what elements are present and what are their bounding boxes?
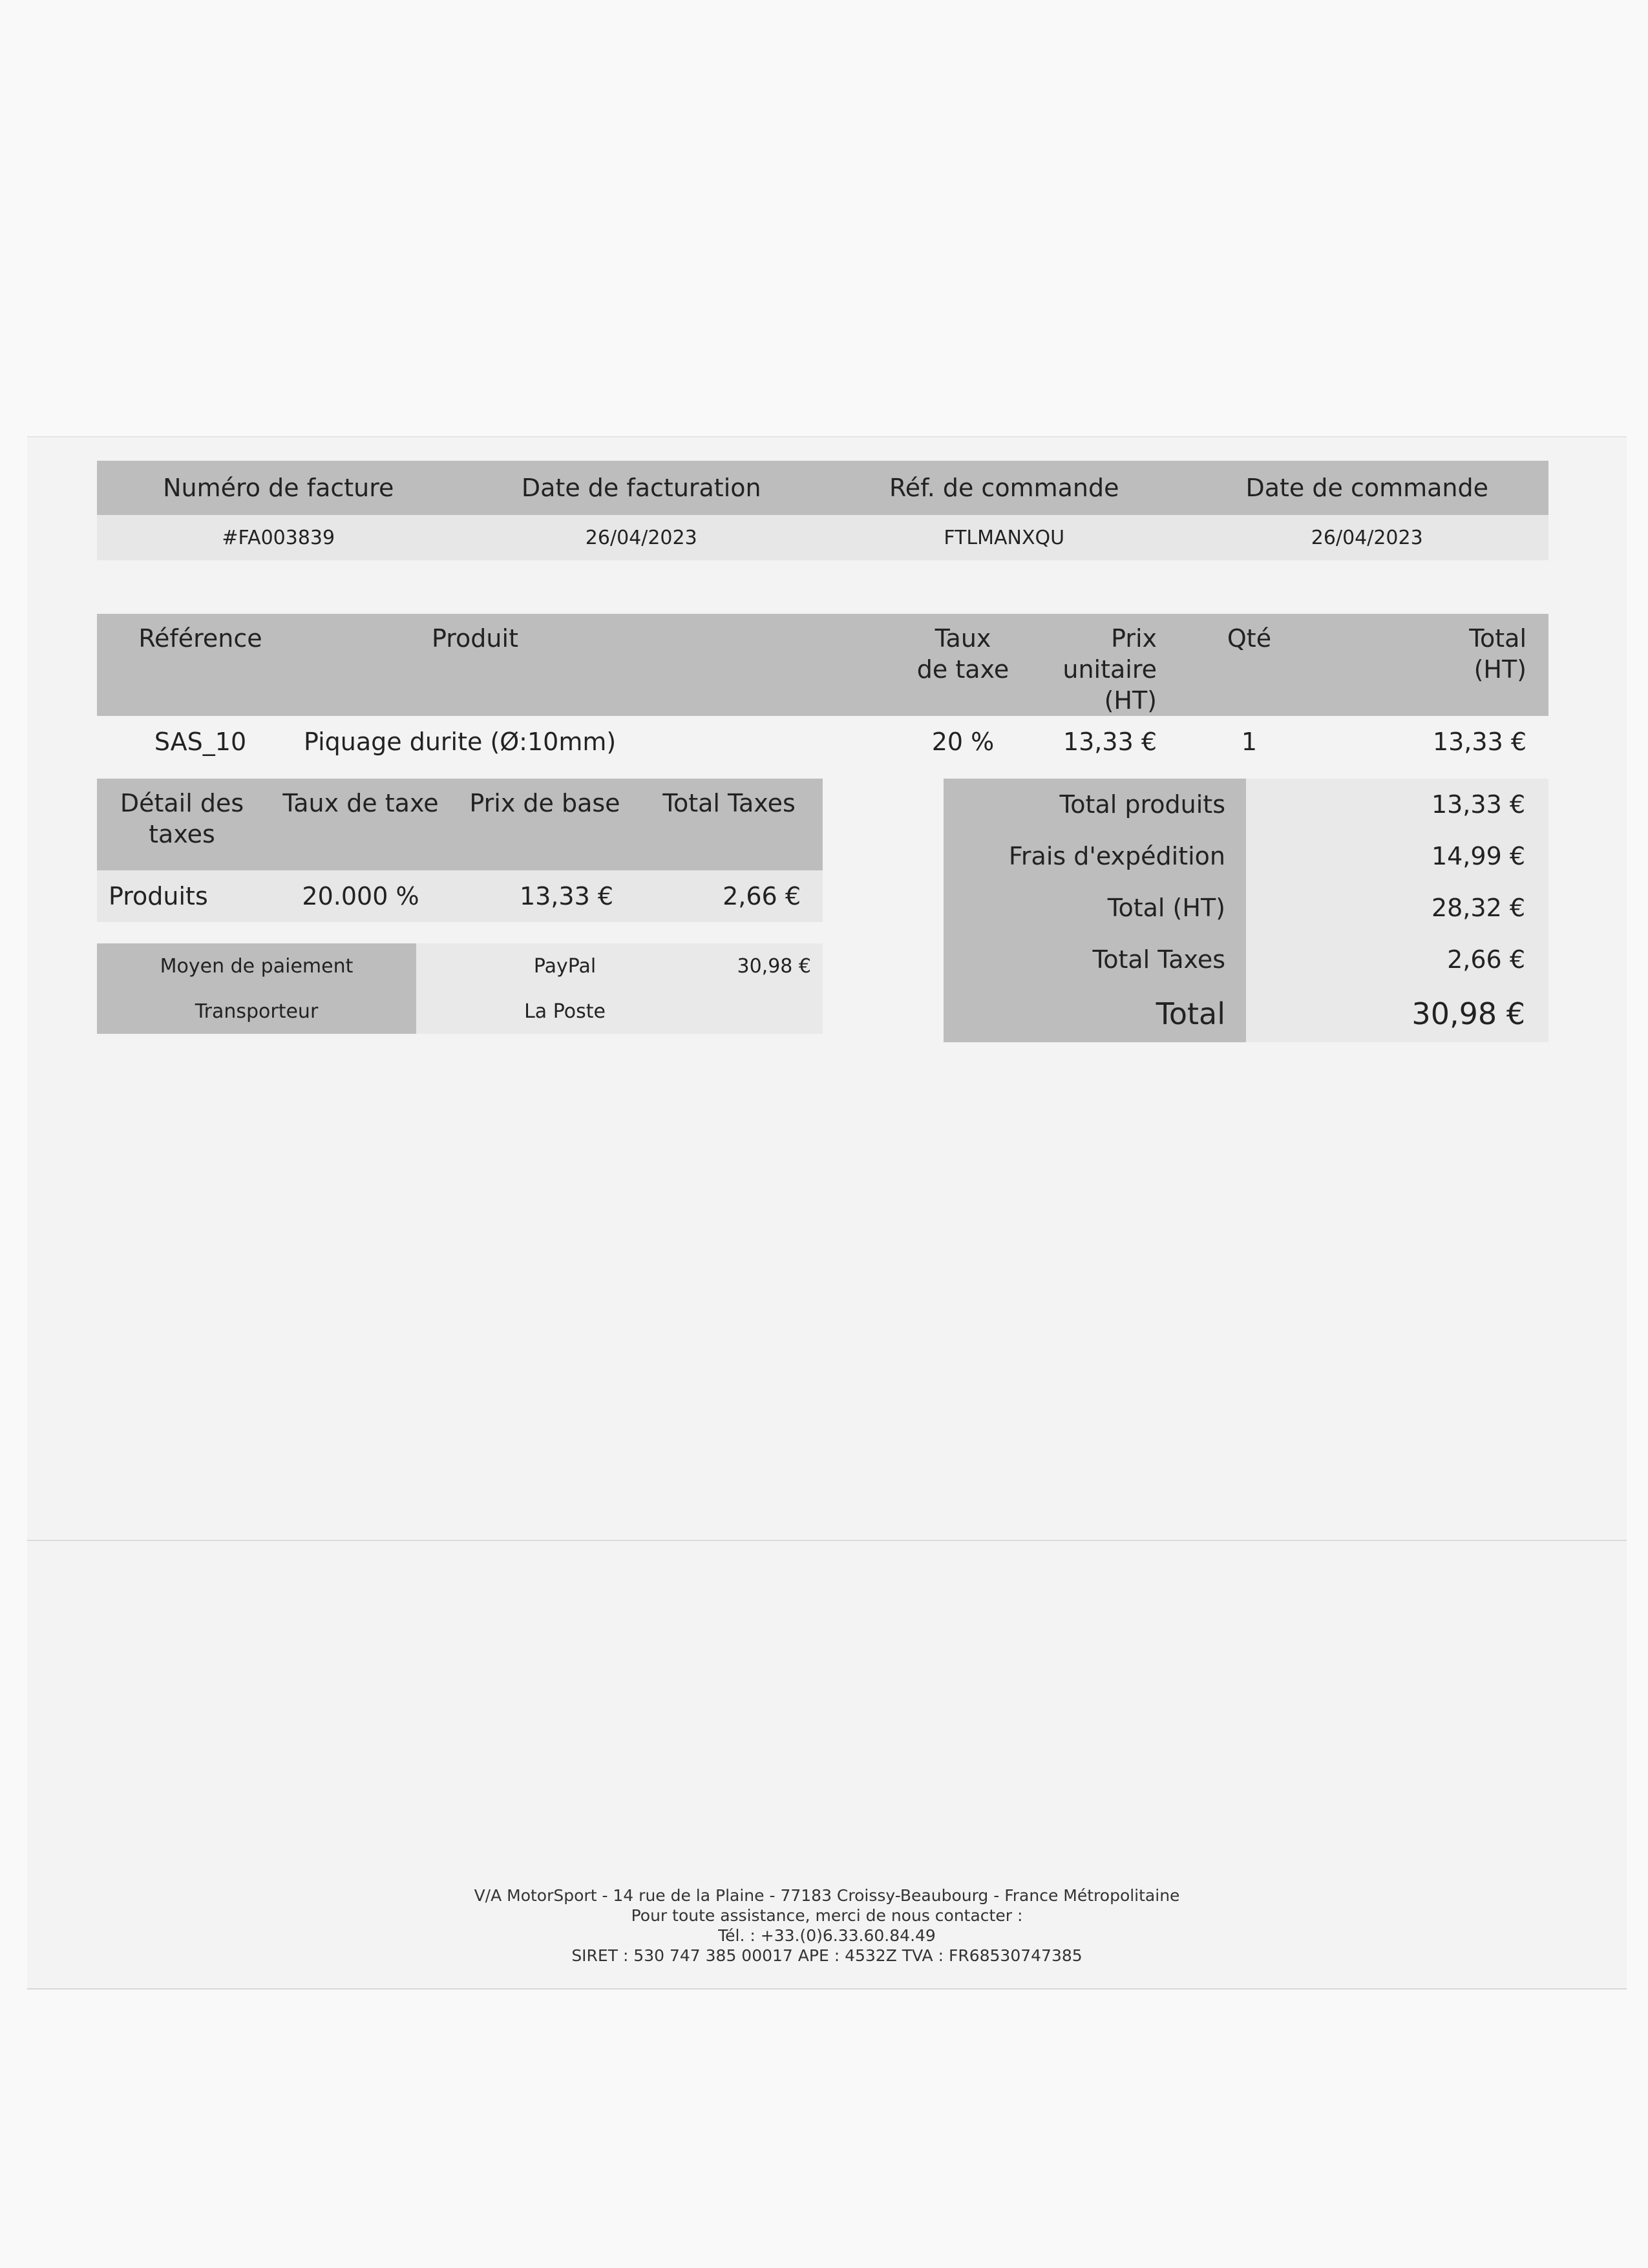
- col-prix-line1: Prix unitaire: [1062, 624, 1157, 684]
- col-taux-line2: de taxe: [916, 655, 1009, 684]
- tax-col-detail-line2: taxes: [149, 820, 215, 848]
- total-products-label: Total produits: [944, 779, 1246, 830]
- col-prix: [1034, 614, 1157, 716]
- total-taxes-label: Total Taxes: [944, 934, 1246, 985]
- header-order-ref-label: Réf. de commande: [823, 461, 1186, 515]
- invoice-date: 26/04/2023: [460, 515, 823, 560]
- carrier-value: La Poste: [416, 989, 675, 1034]
- col-prix-line2: (HT): [1104, 686, 1157, 715]
- total-ht-value: 28,32 €: [1246, 882, 1548, 934]
- row-total: 13,33 €: [1432, 728, 1527, 756]
- col-taux-line1: Taux: [935, 624, 991, 653]
- totals-table: [944, 779, 1548, 1042]
- row-produit: Piquage durite (Ø:10mm): [304, 728, 617, 756]
- grand-total-value: 30,98 €: [1246, 985, 1548, 1042]
- tax-col-total: Total Taxes: [635, 779, 823, 870]
- payment-table: [97, 943, 823, 1034]
- tax-col-detail: [97, 779, 267, 870]
- footer-legal: SIRET : 530 747 385 00017 APE : 4532Z TVA : FR68530747385: [571, 1946, 1083, 1965]
- shipping-fees-label: Frais d'expédition: [944, 830, 1246, 882]
- col-reference: Référence: [97, 614, 304, 716]
- total-taxes-value: 2,66 €: [1246, 934, 1548, 985]
- tax-col-taux: Taux de taxe: [267, 779, 454, 870]
- tax-row-detail: Produits: [97, 870, 267, 922]
- carrier-label: Transporteur: [97, 989, 416, 1034]
- row-reference: SAS_10: [154, 728, 247, 756]
- row-taux: 20 %: [931, 728, 995, 756]
- col-total: [1342, 614, 1548, 716]
- grand-total-label: Total: [944, 985, 1246, 1042]
- paper-fold-line: [27, 1540, 1627, 1541]
- payment-method-label: Moyen de paiement: [97, 943, 416, 989]
- table-row: [97, 716, 1548, 768]
- tax-row-total: 2,66 €: [635, 870, 823, 922]
- header-invoice-date-label: Date de facturation: [460, 461, 823, 515]
- header-invoice-number-label: Numéro de facture: [97, 461, 460, 515]
- footer-assistance: Pour toute assistance, merci de nous contacter :: [631, 1906, 1023, 1925]
- total-products-value: 13,33 €: [1246, 779, 1548, 830]
- tax-detail-table: [97, 779, 823, 922]
- order-date: 26/04/2023: [1186, 515, 1549, 560]
- tax-row-base: 13,33 €: [454, 870, 635, 922]
- products-table: [97, 614, 1548, 768]
- order-reference: FTLMANXQU: [823, 515, 1186, 560]
- col-total-line1: Total: [1469, 624, 1527, 653]
- tax-col-base: Prix de base: [454, 779, 635, 870]
- tax-row-taux: 20.000 %: [267, 870, 454, 922]
- payment-method-amount: 30,98 €: [675, 943, 823, 989]
- company-footer: [27, 1885, 1627, 1966]
- tax-col-detail-line1: Détail des: [120, 789, 244, 817]
- col-produit: Produit: [304, 614, 646, 716]
- carrier-empty-cell: [675, 989, 823, 1034]
- total-ht-label: Total (HT): [944, 882, 1246, 934]
- payment-method-value: PayPal: [416, 943, 675, 989]
- footer-address: V/A MotorSport - 14 rue de la Plaine - 77183 Croissy-Beaubourg - France Métropolitaine: [474, 1886, 1180, 1905]
- col-total-line2: (HT): [1474, 655, 1527, 684]
- row-qte: 1: [1241, 728, 1258, 756]
- invoice-header-table: [97, 461, 1548, 560]
- row-prix: 13,33 €: [1062, 728, 1157, 756]
- footer-phone: Tél. : +33.(0)6.33.60.84.49: [718, 1926, 936, 1945]
- table-row: [97, 870, 823, 922]
- col-taux: [892, 614, 1034, 716]
- col-qte: Qté: [1157, 614, 1342, 716]
- col-spacer: [646, 614, 892, 716]
- header-order-date-label: Date de commande: [1186, 461, 1549, 515]
- invoice-number: #FA003839: [97, 515, 460, 560]
- shipping-fees-value: 14,99 €: [1246, 830, 1548, 882]
